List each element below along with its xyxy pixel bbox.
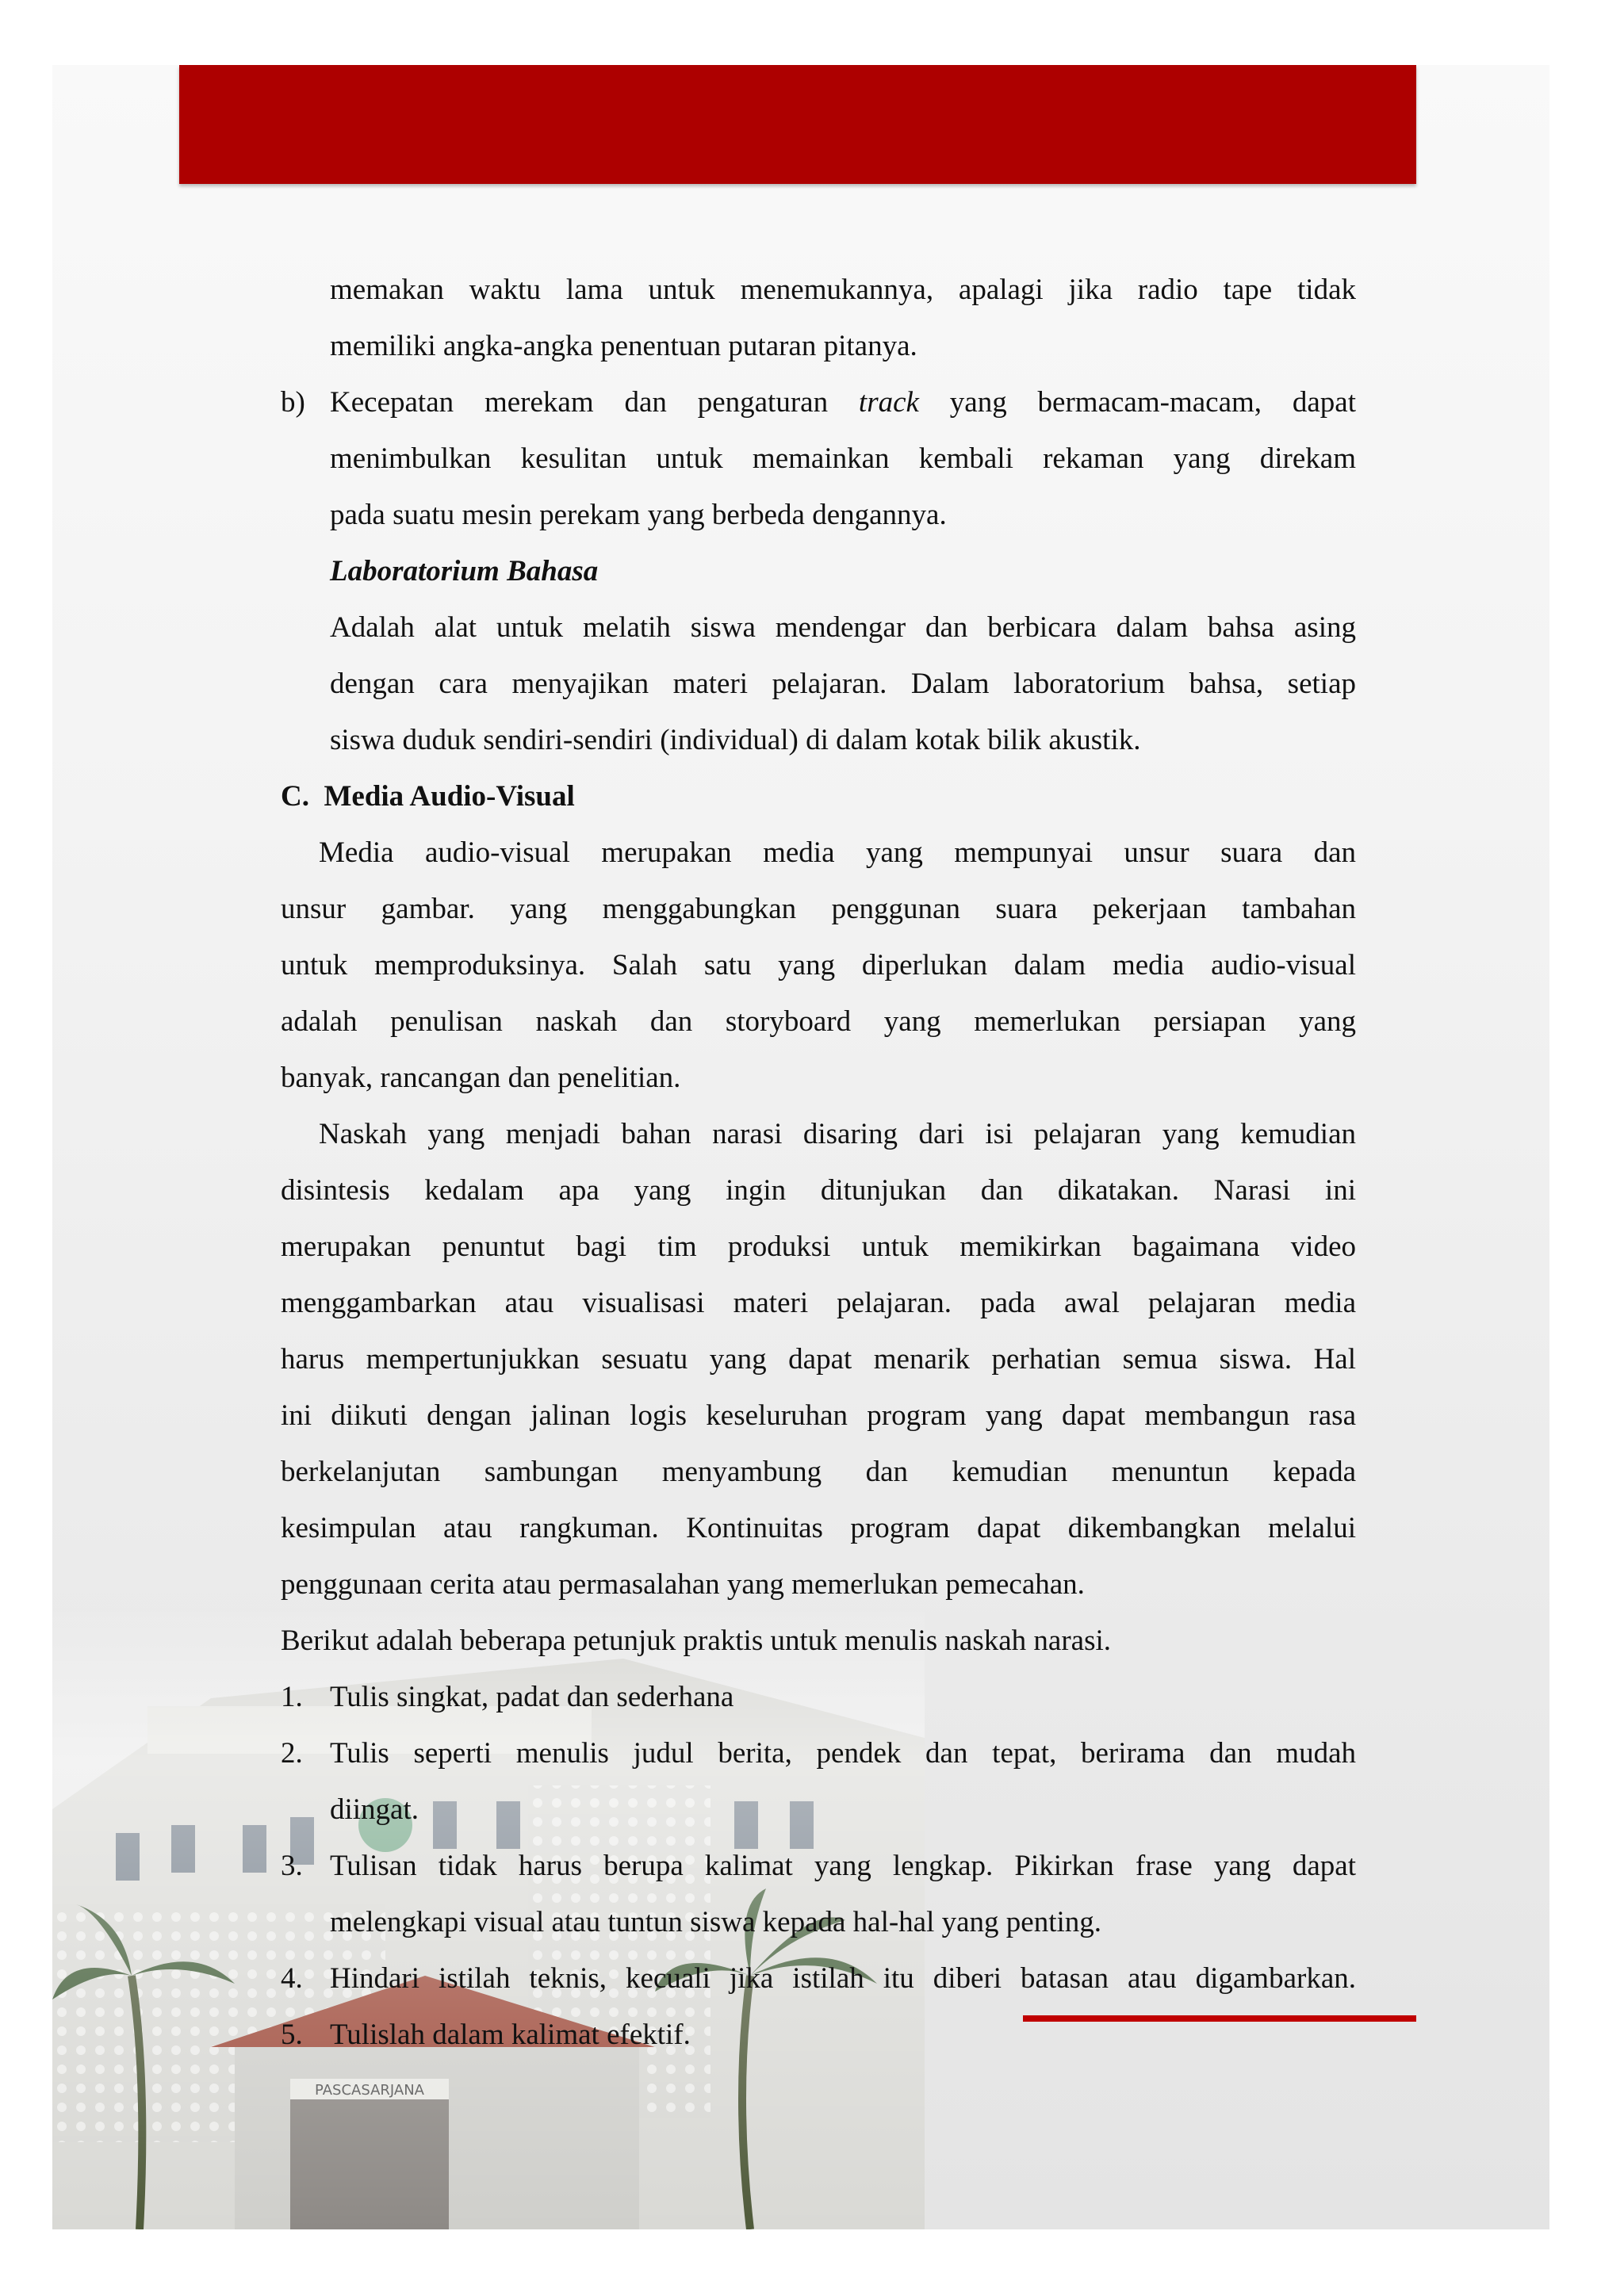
text-line: pada suatu mesin perekam yang berbeda dengannya.	[330, 499, 947, 531]
text-line: dengan cara menyajikan materi pelajaran. Dalam laboratorium bahsa, setiap	[330, 668, 1356, 700]
text-line: banyak, rancangan dan penelitian.	[281, 1062, 681, 1094]
italic-term: track	[858, 386, 919, 419]
list-item-b: b) Kecepatan merekam dan pengaturan track yang bermacam-macam, dapat	[330, 374, 1356, 430]
text-line: memiliki angka-angka penentuan putaran pitanya.	[330, 330, 917, 362]
text-line: disintesis kedalam apa yang ingin ditunjukan dan dikatakan. Narasi ini	[281, 1174, 1356, 1207]
list-item: 2. Tulis seperti menulis judul berita, pendek dan tepat, berirama dan mudah	[281, 1725, 1356, 1781]
list-number: 4.	[281, 1962, 303, 1995]
text-line: merupakan penuntut bagi tim produksi untuk memikirkan bagaimana video	[281, 1230, 1356, 1263]
subheading: Laboratorium Bahasa	[330, 555, 599, 587]
text-line: adalah penulisan naskah dan storyboard yang memerlukan persiapan yang	[281, 1005, 1356, 1038]
text-line: Naskah yang menjadi bahan narasi disaring dari isi pelajaran yang kemudian	[319, 1118, 1356, 1150]
text-line: unsur gambar. yang menggabungkan penggunan suara pekerjaan tambahan	[281, 893, 1356, 925]
header-band	[179, 65, 1416, 184]
text-line: menimbulkan kesulitan untuk memainkan kembali rekaman yang direkam	[330, 442, 1356, 475]
list-item: 3. Tulisan tidak harus berupa kalimat yang lengkap. Pikirkan frase yang dapat	[281, 1838, 1356, 1894]
list-number: 5.	[281, 2019, 303, 2051]
list-number: 2.	[281, 1737, 303, 1770]
text-line: menggambarkan atau visualisasi materi pelajaran. pada awal pelajaran media	[281, 1287, 1356, 1319]
list-marker: b)	[281, 386, 305, 419]
text-line: berkelanjutan sambungan menyambung dan kemudian menuntun kepada	[281, 1456, 1356, 1488]
list-number: 1.	[281, 1681, 303, 1713]
list-intro: Berikut adalah beberapa petunjuk praktis untuk menulis naskah narasi.	[281, 1624, 1112, 1657]
text-line: siswa duduk sendiri-sendiri (individual) di dalam kotak bilik akustik.	[330, 724, 1141, 756]
list-item: 1. Tulis singkat, padat dan sederhana	[281, 1669, 1356, 1725]
list-item: 4. Hindari istilah teknis, kecuali jika istilah itu diberi batasan atau digambarkan.	[281, 1950, 1356, 2007]
list-number: 3.	[281, 1850, 303, 1882]
list-item: 5. Tulislah dalam kalimat efektif.	[281, 2007, 1356, 2063]
text-line: ini diikuti dengan jalinan logis keseluruhan program yang dapat membangun rasa	[281, 1399, 1356, 1432]
text-line: penggunaan cerita atau permasalahan yang memerlukan pemecahan.	[281, 1568, 1085, 1601]
text-line: untuk memproduksinya. Salah satu yang diperlukan dalam media audio-visual	[281, 949, 1356, 982]
text-line: kesimpulan atau rangkuman. Kontinuitas program dapat dikembangkan melalui	[281, 1512, 1356, 1544]
text-line: memakan waktu lama untuk menemukannya, apalagi jika radio tape tidak	[330, 274, 1356, 306]
section-heading: C. Media Audio-Visual	[281, 780, 575, 813]
text-line: melengkapi visual atau tuntun siswa kepada hal-hal yang penting.	[330, 1906, 1102, 1938]
text-line: Adalah alat untuk melatih siswa mendengar dan berbicara dalam bahsa asing	[330, 611, 1356, 644]
text-line: diingat.	[330, 1793, 419, 1826]
text-line: Media audio-visual merupakan media yang mempunyai unsur suara dan	[319, 836, 1356, 869]
text-line: harus mempertunjukkan sesuatu yang dapat menarik perhatian semua siswa. Hal	[281, 1343, 1356, 1376]
